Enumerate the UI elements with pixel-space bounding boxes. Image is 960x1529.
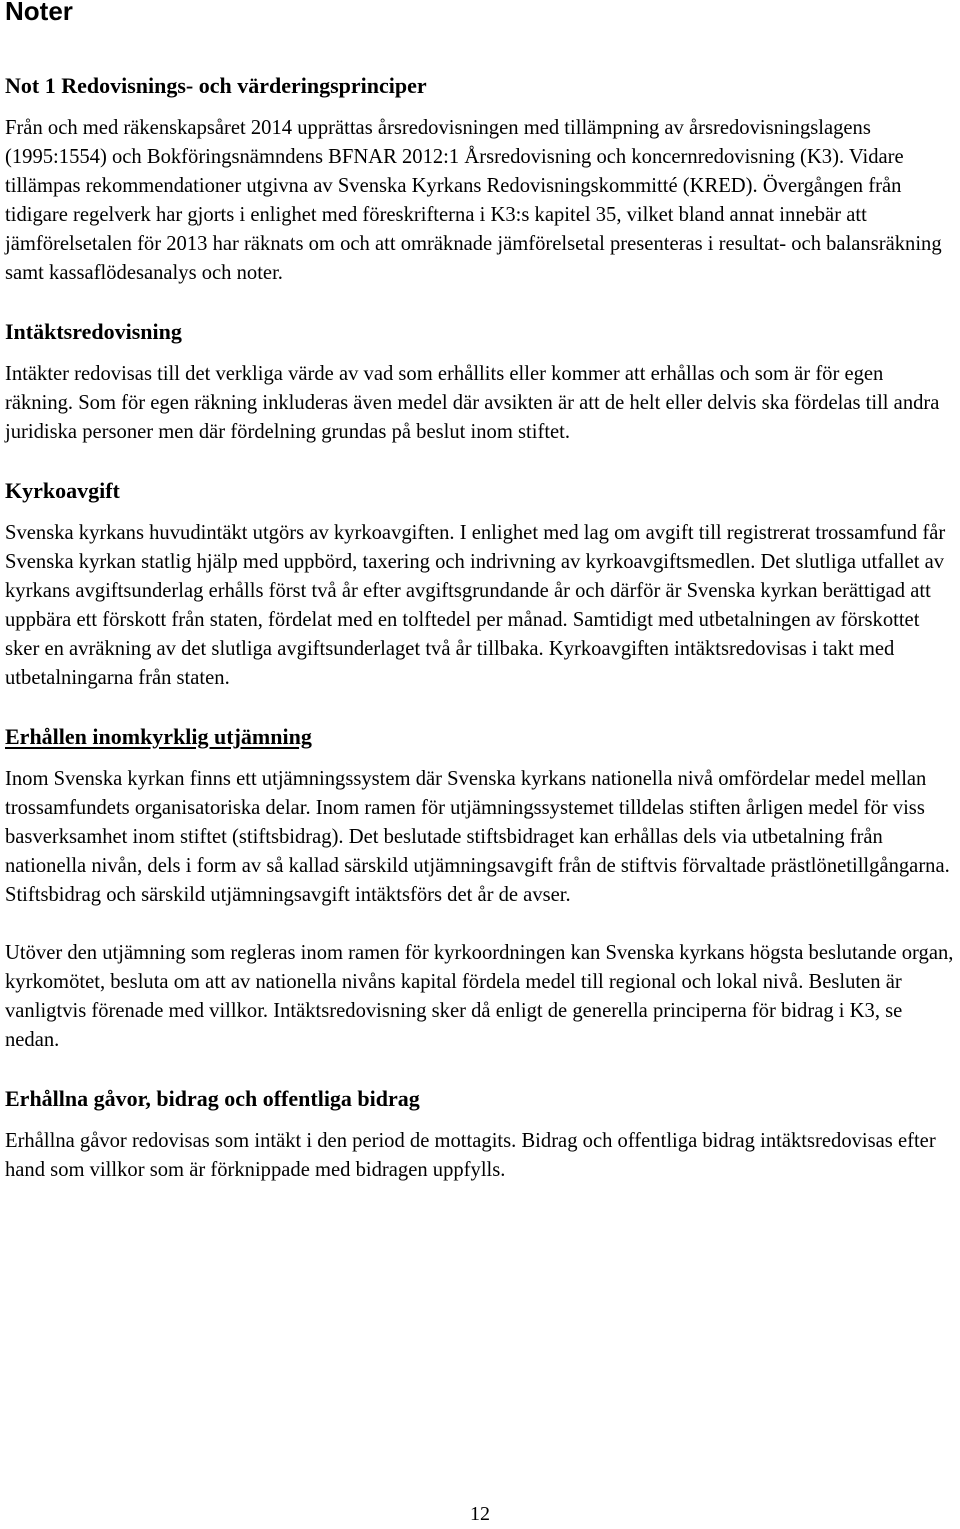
page-number: 12 <box>470 1503 490 1525</box>
equalization-paragraph-2: Utöver den utjämning som regleras inom ramen för kyrkoordningen kan Svenska kyrkans högsta beslutande organ, kyrkomötet, besluta om att av nationella nivåns kapital fördela medel till regional och lokal nivå. Besluten är vanligtvis förenade med villkor. Intäktsredovisning sker då enligt de generella principerna för bidrag i K3, se nedan. <box>5 942 954 1051</box>
gifts-grants-paragraph: Erhållna gåvor redovisas som intäkt i den period de mottagits. Bidrag och offentliga bidrag intäktsredovisas efter hand som villkor som är förknippade med bidragen uppfylls. <box>5 1130 936 1181</box>
revenue-recognition-heading: Intäktsredovisning <box>5 319 182 344</box>
document-page <box>5 0 955 1185</box>
gifts-grants-heading: Erhållna gåvor, bidrag och offentliga bidrag <box>5 1086 420 1111</box>
church-fee-heading: Kyrkoavgift <box>5 478 120 503</box>
note-1-paragraph: Från och med räkenskapsåret 2014 upprättas årsredovisningen med tillämpning av årsredovisningslagens (1995:1554) och Bokföringsnämndens BFNAR 2012:1 Årsredovisning och koncernredovisning (K3). Vidare tillämpas rekommendationer utgivna av Svenska Kyrkans Redovisningskommitté (KRED). Övergången från tidigare regelverk har gjorts i enlighet med föreskrifterna i K3:s kapitel 35, vilket bland annat innebär att jämförelsetalen för 2013 har räknats om och att omräknade jämförelsetal presenteras i resultat- och balansräkning samt kassaflödesanalys och noter. <box>5 117 942 284</box>
page-title: Noter <box>5 0 73 26</box>
equalization-paragraph-1: Inom Svenska kyrkan finns ett utjämningssystem där Svenska kyrkans nationella nivå omfördelar medel mellan trossamfundets organisatoriska delar. Inom ramen för utjämningssystemet tilldelas stiften årligen medel för viss basverksamhet inom stiftet (stiftsbidrag). Det beslutade stiftsbidraget kan erhållas dels via utbetalning från nationella nivån, dels i form av så kallad särskild utjämningsavgift från de stiftvis förvaltade prästlönetillgångarna. Stiftsbidrag och särskild utjämningsavgift intäktsförs det år de avser. <box>5 768 950 906</box>
note-1-heading: Not 1 Redovisnings- och värderingsprinciper <box>5 73 427 98</box>
equalization-heading: Erhållen inomkyrklig utjämning <box>5 724 312 749</box>
revenue-recognition-paragraph: Intäkter redovisas till det verkliga värde av vad som erhållits eller kommer att erhållas och som är för egen räkning. Som för egen räkning inkluderas även medel där avsikten är att de helt eller delvis ska fördelas till andra juridiska personer men där fördelning grundas på beslut inom stiftet. <box>5 363 940 443</box>
church-fee-paragraph: Svenska kyrkans huvudintäkt utgörs av kyrkoavgiften. I enlighet med lag om avgift till registrerat trossamfund får Svenska kyrkan statlig hjälp med uppbörd, taxering och indrivning av kyrkoavgiftsmedlen. Det slutliga utfallet av kyrkans avgiftsunderlag erhålls först två år efter avgiftsgrundande år och därför är Svenska kyrkan berättigad att uppbära ett förskott från staten, fördelat med en tolftedel per månad. Samtidigt med utbetalningen av förskottet sker en avräkning av det slutliga avgiftsunderlaget två år tillbaka. Kyrkoavgiften intäktsredovisas i takt med utbetalningarna från staten. <box>5 522 946 689</box>
